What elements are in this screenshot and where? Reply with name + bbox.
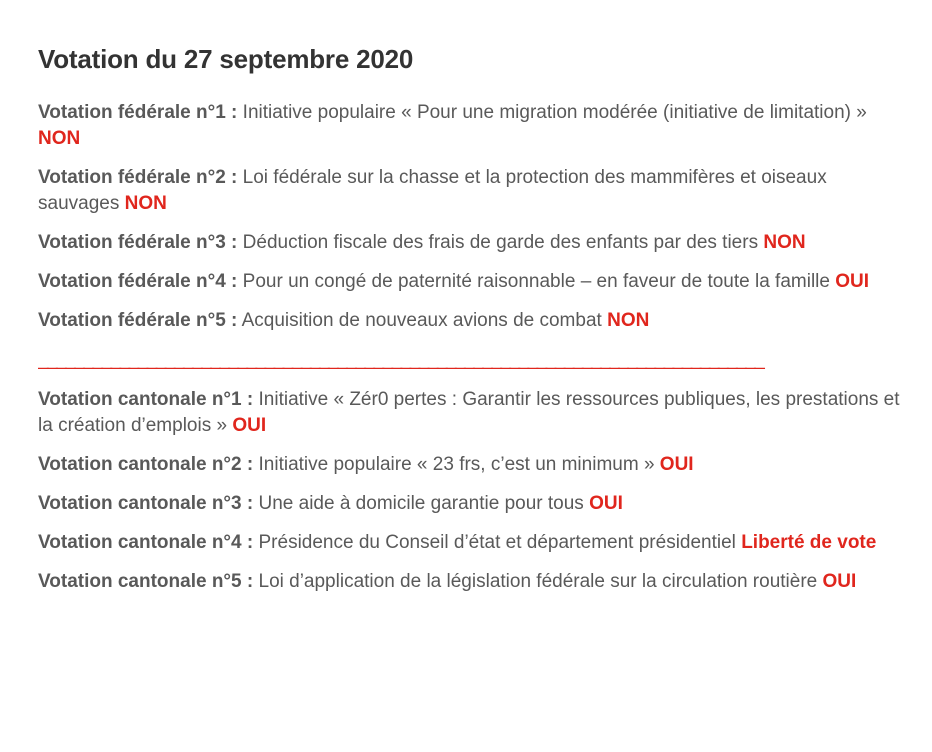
vote-label: Votation cantonale n°5 : (38, 571, 254, 592)
vote-recommendation: OUI (659, 454, 694, 475)
vote-recommendation: OUI (822, 571, 857, 592)
cantonal-vote-item (38, 452, 908, 478)
vote-label: Votation cantonale n°3 : (38, 493, 254, 514)
vote-recommendation: OUI (232, 415, 267, 436)
vote-recommendation: OUI (835, 271, 870, 292)
vote-text: Présidence du Conseil d’état et département présidentiel (258, 532, 736, 553)
cantonal-vote-item (38, 530, 908, 556)
vote-label: Votation fédérale n°1 : (38, 102, 238, 123)
document (38, 42, 908, 608)
vote-label: Votation fédérale n°4 : (38, 271, 238, 292)
page-title: Votation du 27 septembre 2020 (38, 44, 414, 74)
vote-text: Initiative populaire « 23 frs, c’est un minimum » (258, 454, 655, 475)
vote-text: Loi fédérale sur la chasse et la protection des mammifères et oiseaux sauvages (38, 167, 827, 214)
vote-text: Acquisition de nouveaux avions de combat (241, 310, 602, 331)
vote-label: Votation fédérale n°3 : (38, 232, 238, 253)
vote-recommendation: NON (607, 310, 650, 331)
vote-text: Déduction fiscale des frais de garde des enfants par des tiers (242, 232, 759, 253)
vote-recommendation: NON (124, 193, 167, 214)
federal-votes-list (38, 100, 908, 334)
federal-vote-item (38, 308, 908, 334)
cantonal-vote-item (38, 569, 908, 595)
vote-text: Une aide à domicile garantie pour tous (258, 493, 584, 514)
cantonal-votes-list (38, 387, 908, 595)
federal-vote-item (38, 269, 908, 295)
vote-recommendation: Liberté de vote (741, 532, 877, 553)
cantonal-vote-item (38, 387, 908, 439)
vote-text: Loi d’application de la législation fédérale sur la circulation routière (258, 571, 818, 592)
vote-label: Votation cantonale n°4 : (38, 532, 254, 553)
vote-label: Votation fédérale n°5 : (38, 310, 238, 331)
federal-vote-item (38, 165, 908, 217)
vote-text: Initiative populaire « Pour une migration modérée (initiative de limitation) » (242, 102, 867, 123)
vote-text: Pour un congé de paternité raisonnable – en faveur de toute la famille (242, 271, 830, 292)
vote-recommendation: NON (763, 232, 806, 253)
vote-recommendation: NON (38, 128, 81, 149)
vote-label: Votation cantonale n°1 : (38, 389, 254, 410)
vote-label: Votation cantonale n°2 : (38, 454, 254, 475)
vote-label: Votation fédérale n°2 : (38, 167, 238, 188)
vote-text: Initiative « Zér0 pertes : Garantir les ressources publiques, les prestations et la création d’emplois » (38, 389, 900, 436)
federal-vote-item (38, 230, 908, 256)
vote-recommendation: OUI (589, 493, 623, 514)
cantonal-vote-item (38, 491, 908, 517)
federal-vote-item (38, 100, 908, 152)
section-separator: ________________________________________________________________________________ (38, 349, 764, 370)
